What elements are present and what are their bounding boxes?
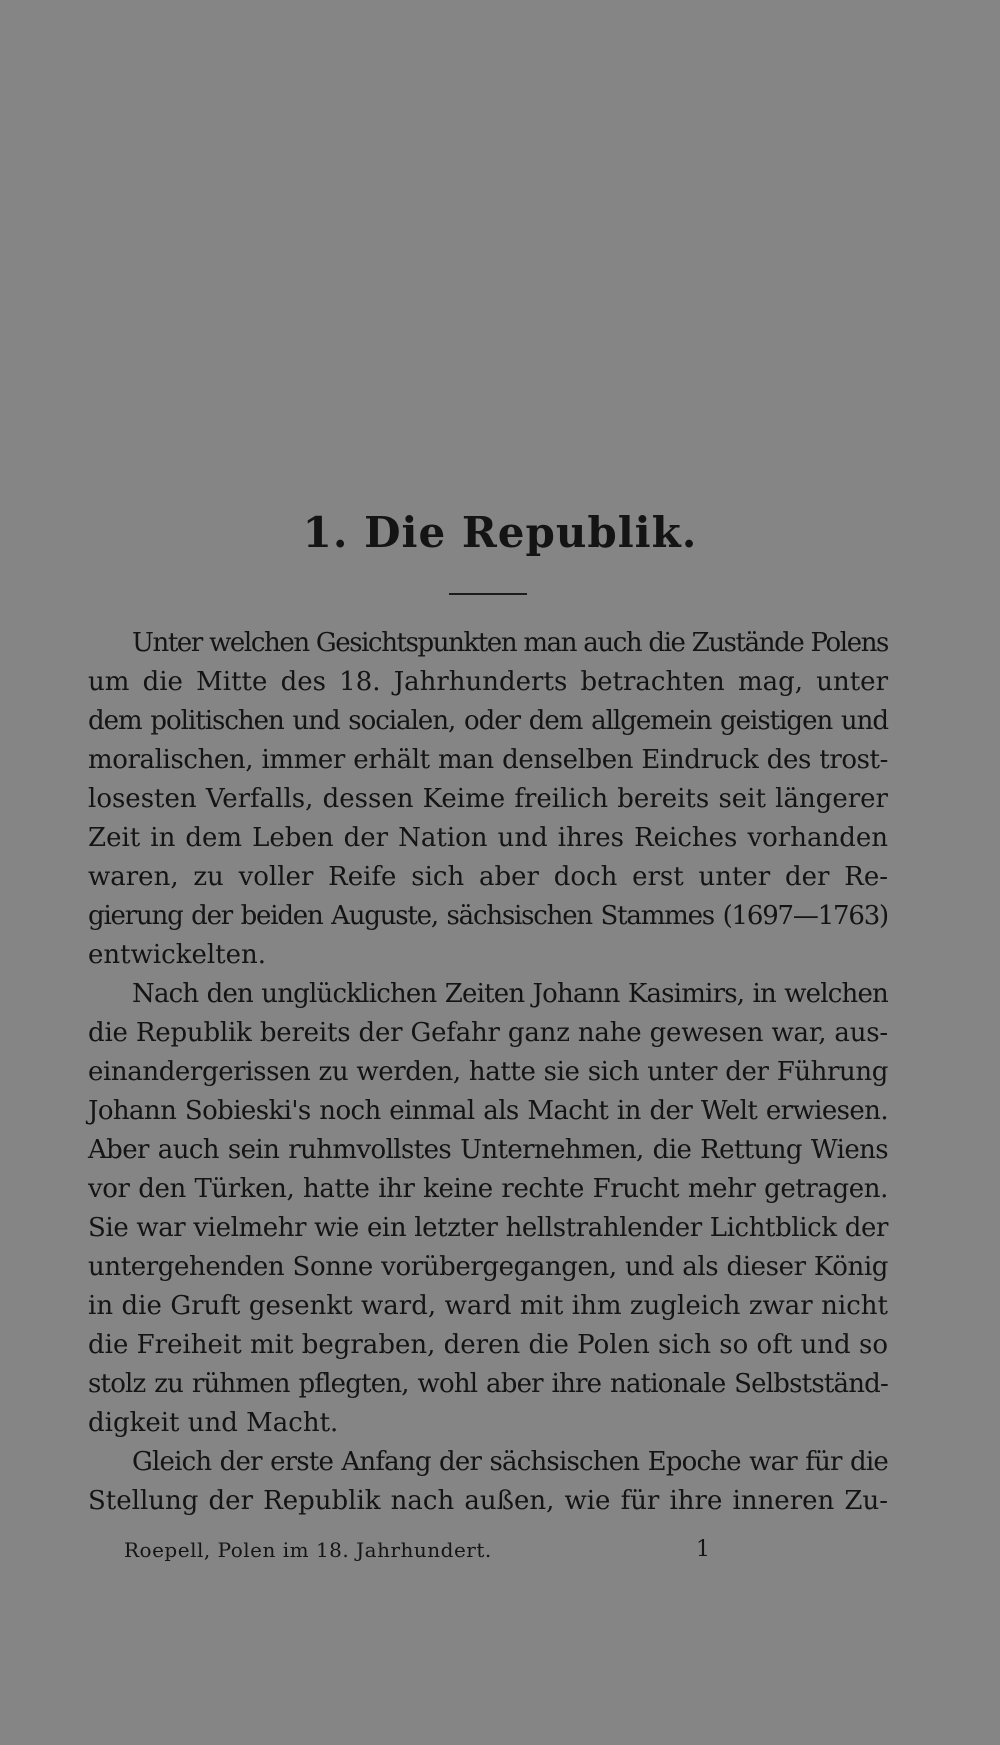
paragraph-2 <box>88 975 888 1443</box>
text-line: Sie war vielmehr wie ein letzter hellstrahlender Lichtblick der <box>88 1213 888 1243</box>
text-line: untergehenden Sonne vorübergegangen, und als dieser König <box>88 1252 888 1282</box>
text-line: waren, zu voller Reife sich aber doch erst unter der Re- <box>88 862 888 892</box>
title-rule <box>449 593 527 595</box>
text-line: Gleich der erste Anfang der sächsischen Epoche war für die <box>132 1447 888 1477</box>
paragraph-3 <box>88 1443 888 1521</box>
text-line: Zeit in dem Leben der Nation und ihres Reiches vorhanden <box>88 823 888 853</box>
text-line: um die Mitte des 18. Jahrhunderts betrachten mag, unter <box>88 667 888 697</box>
text-line: vor den Türken, hatte ihr keine rechte Frucht mehr getragen. <box>88 1174 888 1204</box>
text-line: in die Gruft gesenkt ward, ward mit ihm zugleich zwar nicht <box>88 1291 888 1321</box>
text-line: Nach den unglücklichen Zeiten Johann Kasimirs, in welchen <box>132 979 888 1009</box>
body-text <box>88 624 888 1521</box>
chapter-title: 1. Die Republik. <box>302 508 698 557</box>
page-footer <box>124 1535 724 1565</box>
text-line: Unter welchen Gesichtspunkten man auch die Zustände Polens <box>132 628 888 658</box>
text-line: losesten Verfalls, dessen Keime freilich bereits seit längerer <box>88 784 888 814</box>
text-line: Aber auch sein ruhmvollstes Unternehmen, die Rettung Wiens <box>88 1135 888 1165</box>
text-line: stolz zu rühmen pflegten, wohl aber ihre nationale Selbstständ- <box>88 1369 888 1399</box>
text-line: entwickelten. <box>88 940 267 970</box>
text-line: dem politischen und socialen, oder dem allgemein geistigen und <box>88 706 888 736</box>
text-line: einandergerissen zu werden, hatte sie sich unter der Führung <box>88 1057 888 1087</box>
text-line: moralischen, immer erhält man denselben Eindruck des trost- <box>88 745 888 775</box>
text-line: die Freiheit mit begraben, deren die Polen sich so oft und so <box>88 1330 888 1360</box>
text-line: gierung der beiden Auguste, sächsischen Stammes (1697—1763) <box>88 901 888 931</box>
running-footer: Roepell, Polen im 18. Jahrhundert. <box>124 1538 492 1562</box>
text-line: Stellung der Republik nach außen, wie für ihre inneren Zu- <box>88 1486 888 1516</box>
text-line: Johann Sobieski's noch einmal als Macht in der Welt erwiesen. <box>88 1096 888 1126</box>
text-line: digkeit und Macht. <box>88 1408 339 1438</box>
text-line: die Republik bereits der Gefahr ganz nahe gewesen war, aus- <box>88 1018 888 1048</box>
paragraph-1 <box>88 624 888 975</box>
page-number: 1 <box>696 1537 710 1562</box>
